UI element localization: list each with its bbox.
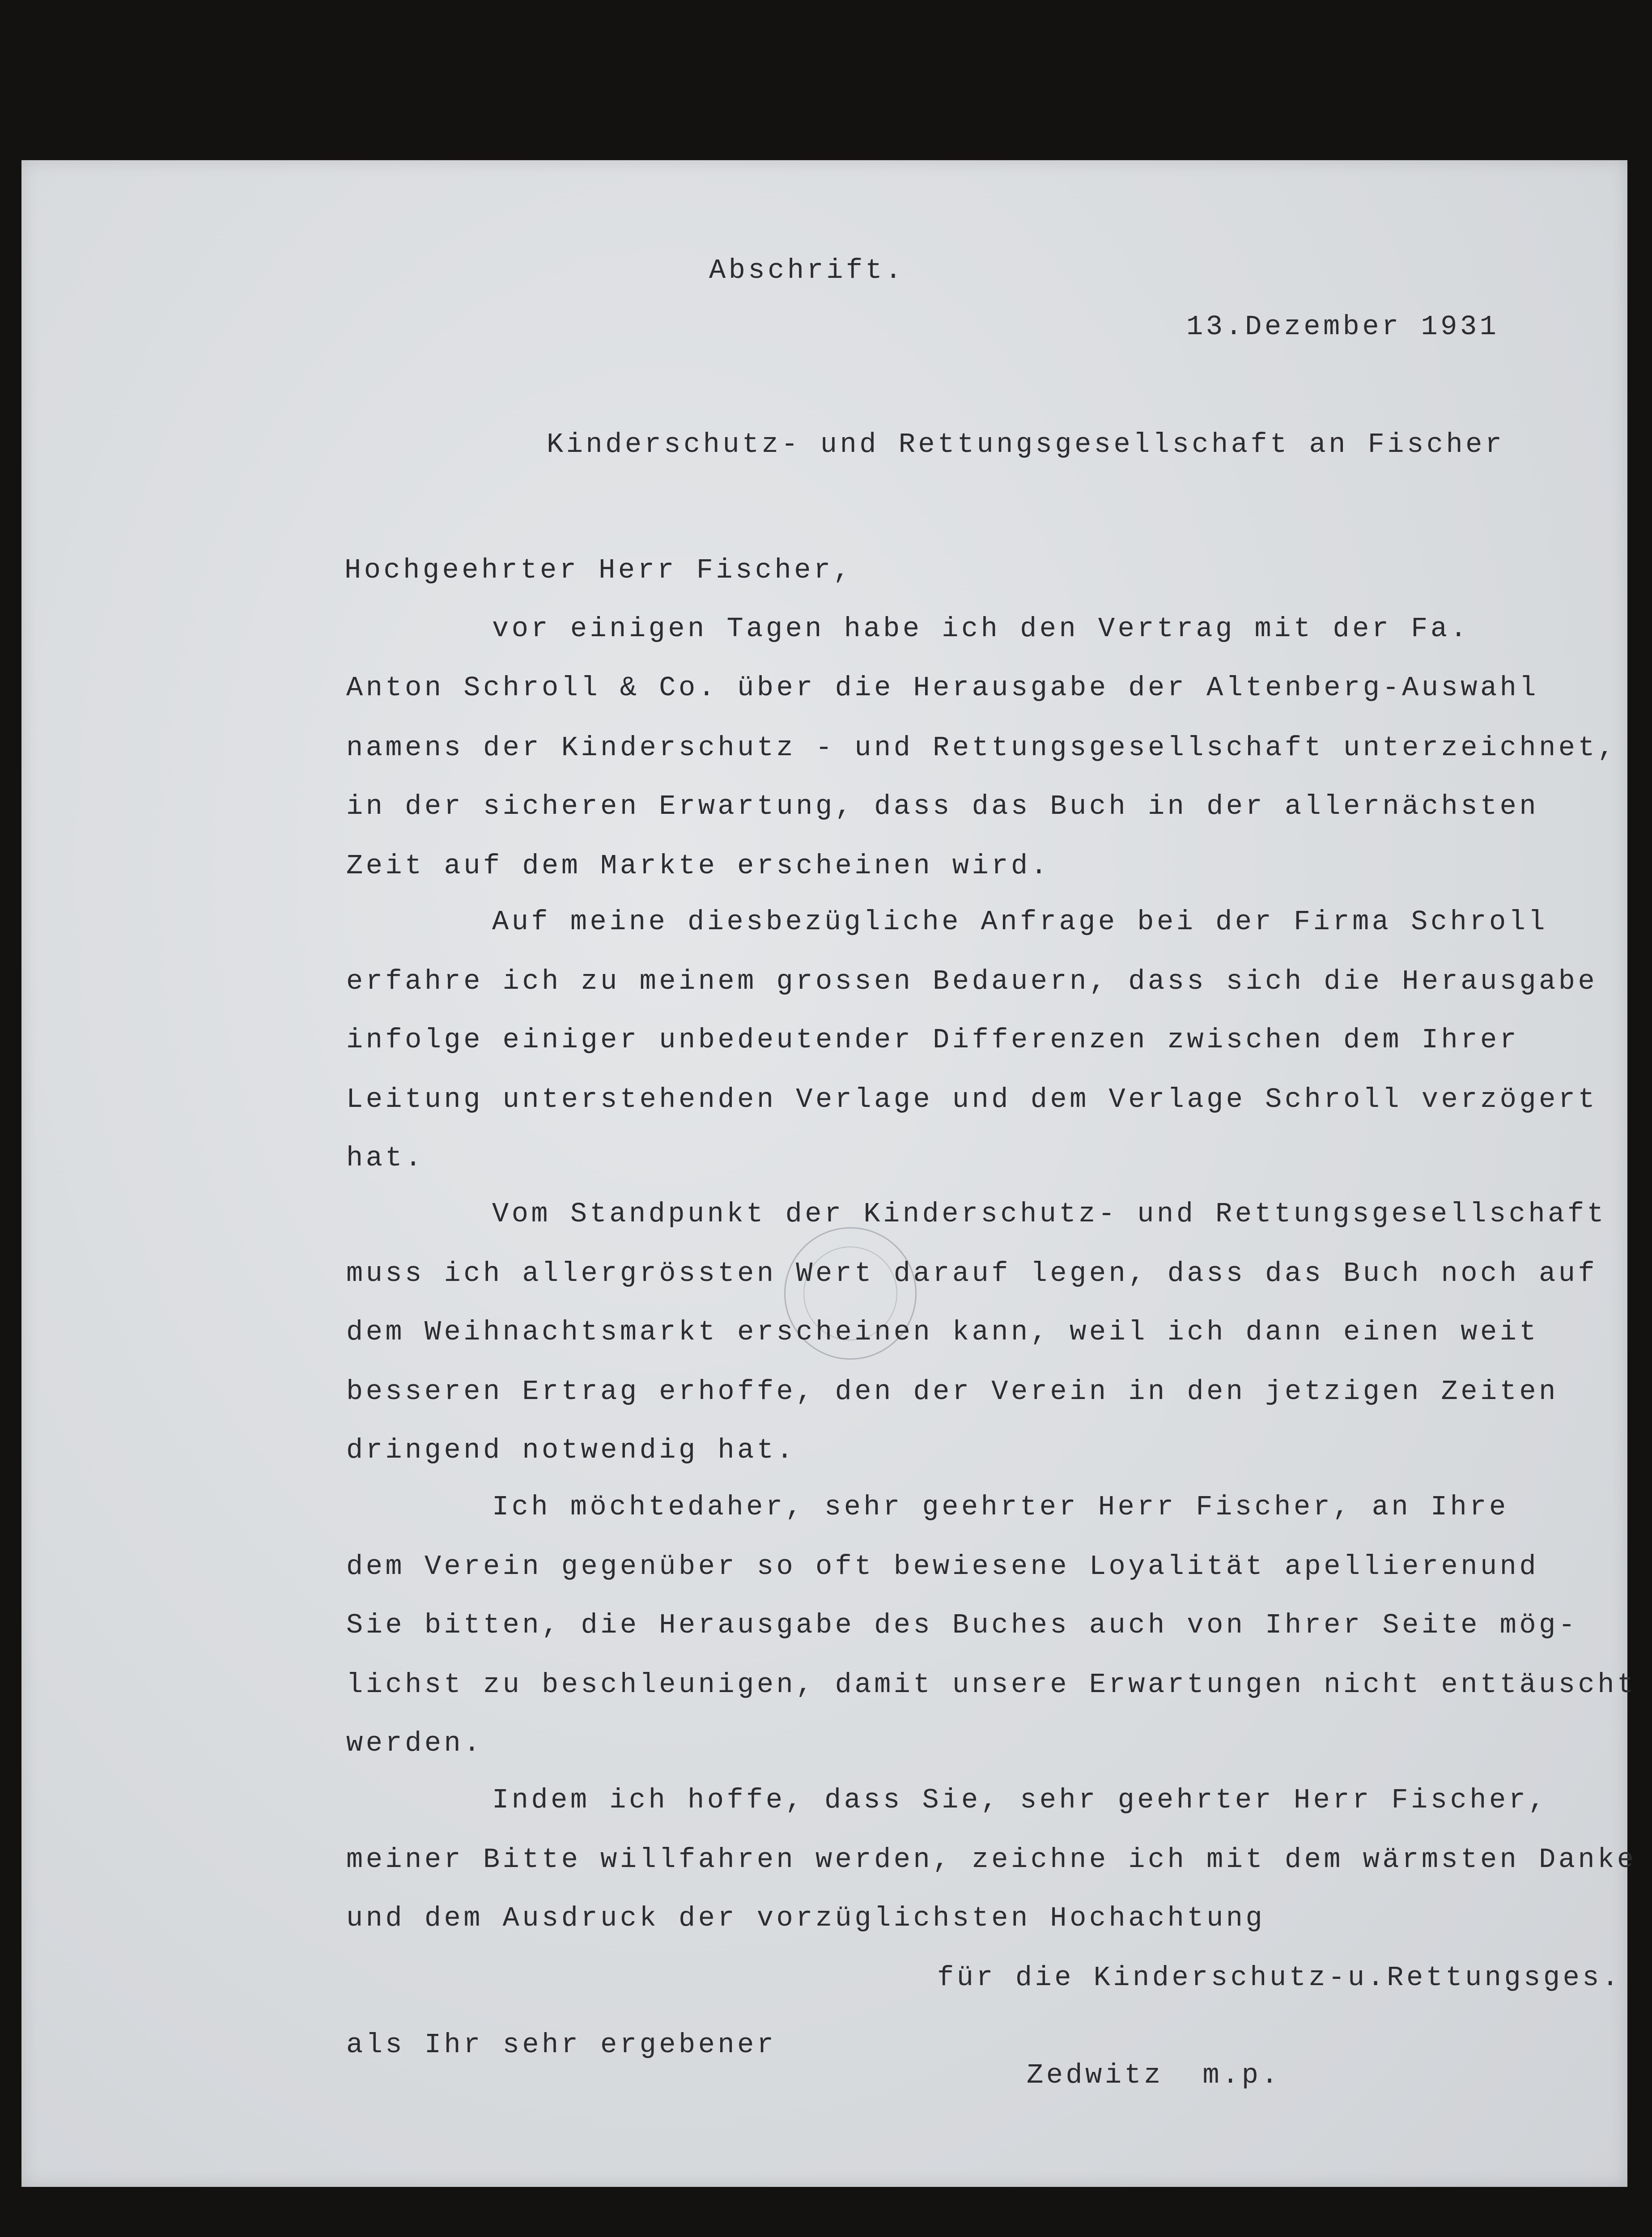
body-line: meiner Bitte willfahren werden, zeichne ich mit dem wärmsten Danke [346,1844,1637,1876]
body-line: namens der Kinderschutz - und Rettungsgesellschaft unterzeichnet, [346,732,1617,764]
body-line: vor einigen Tagen habe ich den Vertrag mit der Fa. [492,613,1470,645]
body-line: infolge einiger unbedeutender Differenzen zwischen dem Ihrer [346,1024,1520,1056]
signature-name: Zedwitz m.p. [1027,2059,1281,2091]
body-line: Zeit auf dem Markte erscheinen wird. [346,850,1050,882]
body-line: in der sicheren Erwartung, dass das Buch in der allernächsten [346,791,1539,822]
body-line: werden. [346,1727,483,1759]
body-line: besseren Ertrag erhoffe, den der Verein in den jetzigen Zeiten [346,1376,1559,1408]
letter-closing: als Ihr sehr ergebener [346,2029,777,2061]
body-line: Ich möchtedaher, sehr geehrter Herr Fischer, an Ihre [492,1491,1509,1523]
body-line: dem Weihnachtsmarkt erscheinen kann, weil ich dann einen weit [346,1316,1539,1348]
letter-page [21,160,1627,2187]
body-line: dringend notwendig hat. [346,1434,796,1466]
body-line: Vom Standpunkt der Kinderschutz- und Rettungsgesellschaft [492,1198,1607,1230]
body-line: Anton Schroll & Co. über die Herausgabe der Altenberg-Auswahl [346,672,1539,704]
body-line: lichst zu beschleunigen, damit unsere Erwartungen nicht enttäuscht [346,1669,1637,1701]
letter-subject: Kinderschutz- und Rettungsgesellschaft an Fischer [547,429,1505,460]
body-line: und dem Ausdruck der vorzüglichsten Hochachtung [346,1902,1266,1934]
body-line: Auf meine diesbezügliche Anfrage bei der Firma Schroll [492,906,1548,938]
letter-date: 13.Dezember 1931 [1186,311,1499,343]
body-line: Sie bitten, die Herausgabe des Buches auch von Ihrer Seite mög- [346,1609,1578,1641]
body-line: muss ich allergrössten Wert darauf legen, dass das Buch noch auf [346,1258,1598,1289]
body-line: Leitung unterstehenden Verlage und dem Verlage Schroll verzögert [346,1084,1598,1115]
body-line: erfahre ich zu meinem grossen Bedauern, dass sich die Herausgabe [346,965,1598,997]
organization-signature-line: für die Kinderschutz-u.Rettungsges. [937,1962,1622,1994]
body-line: hat. [346,1142,425,1174]
letter-heading: Abschrift. [709,255,905,286]
letter-salutation: Hochgeehrter Herr Fischer, [344,554,853,586]
body-line: Indem ich hoffe, dass Sie, sehr geehrter Herr Fischer, [492,1784,1548,1816]
body-line: dem Verein gegenüber so oft bewiesene Loyalität apellierenund [346,1551,1539,1582]
